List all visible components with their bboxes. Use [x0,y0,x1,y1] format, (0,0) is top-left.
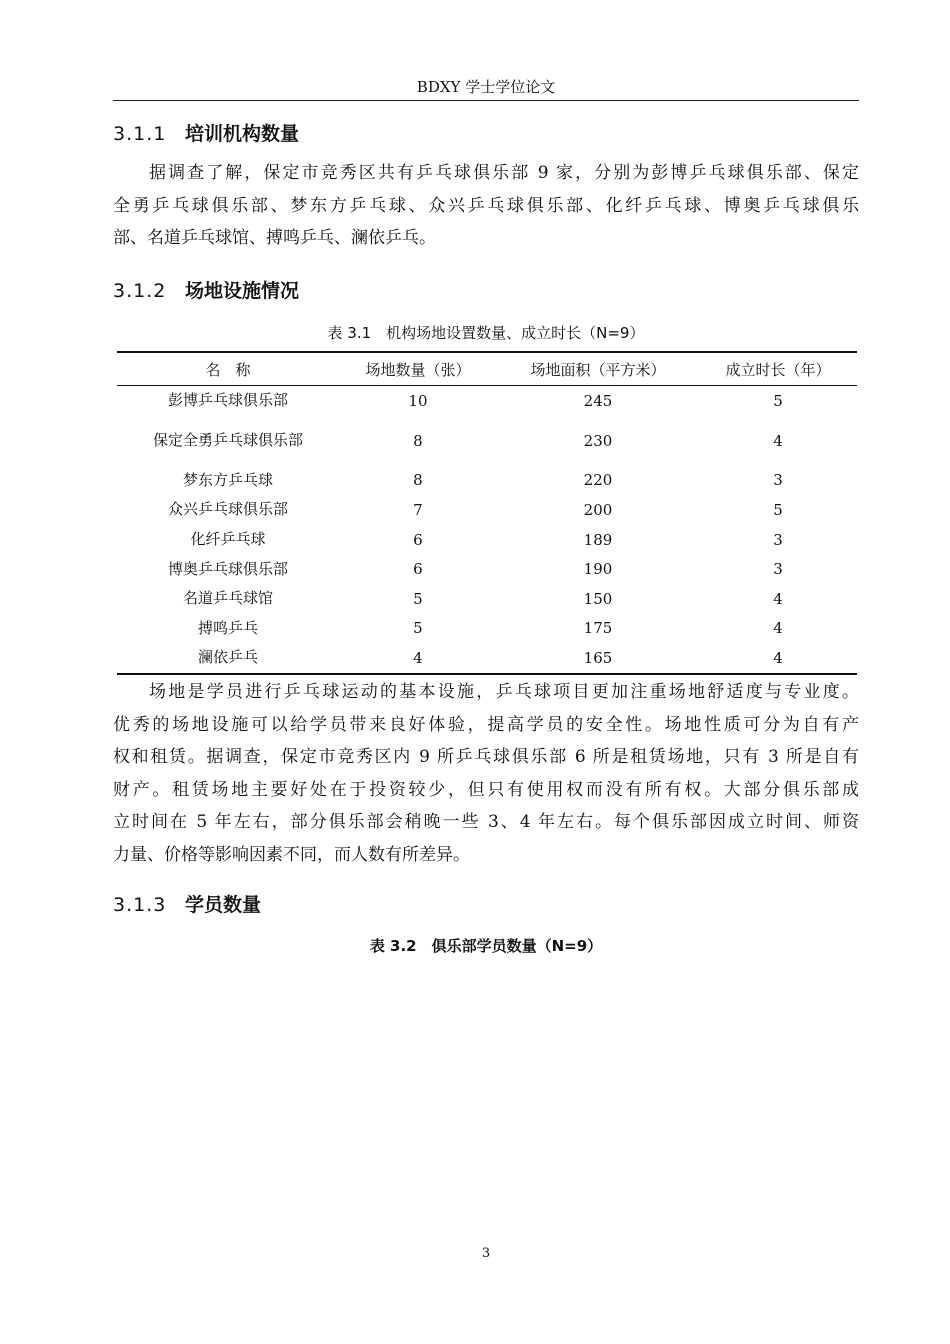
table-cell: 3 [773,530,783,549]
paragraph-line: 场地是学员进行乒乓球运动的基本设施，乒乓球项目更加注重场地舒适度与专业度。 [149,682,859,702]
paragraph-line: 部、名道乒乓球馆、搏鸣乒乓、澜依乒乓。 [113,228,436,248]
club-name-cell: 众兴乒乓球俱乐部 [167,500,288,519]
table-cell: 220 [583,471,613,490]
paragraph-line: 财产。租赁场地主要好处在于投资较少，但只有使用权而没有所有权。大部分俱乐部成 [113,779,859,800]
club-name-cell: 彭博乒乓球俱乐部 [167,391,288,410]
column-header: 成立时长（年） [699,352,857,386]
table-cell: 7 [413,500,423,519]
column-header: 名 称 [117,352,339,386]
section-number: 3.1.3 [113,894,167,916]
table-cell: 189 [583,530,613,549]
section-number: 3.1.2 [113,280,167,302]
table-cell: 5 [773,391,783,410]
table-cell: 5 [413,589,423,608]
table-cell: 10 [408,391,428,410]
club-name-cell: 梦东方乒乓球 [182,470,273,489]
table-row [117,643,857,674]
table-cell: 200 [583,500,613,519]
table-row [117,495,857,525]
section-heading-3-1-1 [113,119,299,146]
table-cell: 3 [773,471,783,490]
table-row [117,525,857,555]
section-title: 培训机构数量 [185,123,300,145]
paragraph-institutions [113,157,859,255]
table-caption: 表 3.1 机构场地设置数量、成立时长（N=9） [327,324,645,342]
table-row [117,466,857,496]
club-name-cell: 博奥乒乓球俱乐部 [167,559,288,578]
table-cell: 5 [773,500,783,519]
table-cell: 190 [583,560,613,579]
table-cell: 6 [413,530,423,549]
table-cell: 3 [773,560,783,579]
table-cell: 4 [773,589,783,608]
section-title: 场地设施情况 [185,280,300,302]
paragraph-line: 力量、价格等影响因素不同，而人数有所差异。 [113,844,470,865]
table-cell: 4 [699,643,857,674]
section-title: 学员数量 [185,894,262,916]
table-row [117,584,857,614]
table-row [117,554,857,584]
section-number: 3.1.1 [113,123,167,145]
table-cell: 5 [413,619,423,638]
section-heading-3-1-3 [113,890,261,917]
table-row [117,386,857,416]
table-cell: 150 [583,589,613,608]
paragraph-line: 立时间在 5 年左右，部分俱乐部会稍晚一些 3、4 年左右。每个俱乐部因成立时间、师资 [113,812,859,832]
header-rule [113,100,859,101]
club-name-cell: 化纤乒乓球 [190,530,266,549]
paragraph-line: 优秀的场地设施可以给学员带来良好体验，提高学员的安全性。场地性质可分为自有产 [113,714,859,735]
table-header-row [117,352,857,386]
club-name-cell: 澜依乒乓 [117,643,339,674]
column-header: 场地数量（张） [339,352,497,386]
table-cell: 175 [583,619,613,638]
running-header: BDXY 学士学位论文 [416,78,556,96]
paragraph-line: 据调查了解，保定市竞秀区共有乒乓球俱乐部 9 家，分别为彭博乒乓球俱乐部、保定 [149,163,859,183]
table-cell: 230 [583,431,613,450]
venue-table [117,351,857,675]
table-cell: 245 [583,391,613,410]
table-caption: 表 3.2 俱乐部学员数量（N=9） [369,937,603,955]
table-cell: 8 [413,471,423,490]
column-header: 场地面积（平方米） [497,352,699,386]
club-name-cell: 搏鸣乒乓 [197,618,258,637]
table-row [117,416,857,466]
table-cell: 4 [773,619,783,638]
table-cell: 4 [339,643,497,674]
section-heading-3-1-2 [113,276,299,303]
table-cell: 8 [413,431,423,450]
paragraph-line: 权和租赁。据调查，保定市竞秀区内 9 所乒乓球俱乐部 6 所是租赁场地，只有 3 所是自有 [113,747,859,767]
table-cell: 165 [497,643,699,674]
paragraph-line: 全勇乒乓球俱乐部、梦东方乒乓球、众兴乒乓球俱乐部、化纤乒乓球、博奥乒乓球俱乐 [113,195,859,216]
club-name-cell: 名道乒乓球馆 [182,589,273,608]
club-name-cell: 保定全勇乒乓球俱乐部 [152,431,303,450]
paragraph-venues [113,676,859,871]
table-row [117,614,857,644]
page-number: 3 [481,1246,491,1261]
table-cell: 4 [773,431,783,450]
table-cell: 6 [413,560,423,579]
